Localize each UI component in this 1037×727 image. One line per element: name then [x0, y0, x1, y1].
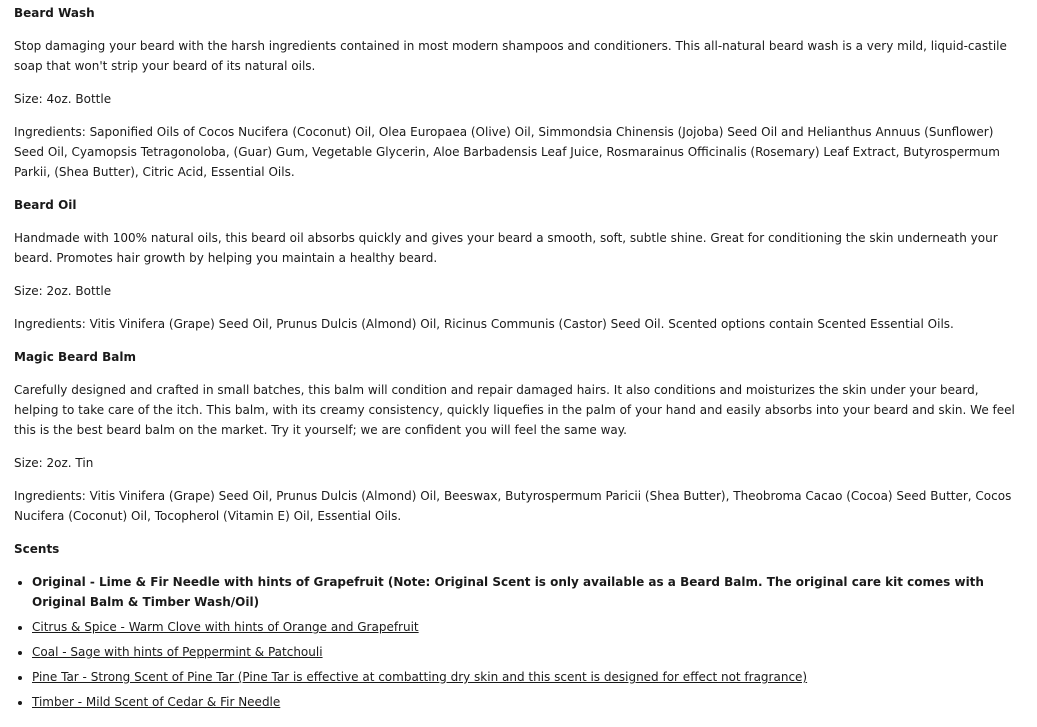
- scent-link-citrus-spice[interactable]: Citrus & Spice - Warm Clove with hints of Orange and Grapefruit: [32, 620, 419, 634]
- beard-wash-heading: Beard Wash: [14, 6, 95, 20]
- scent-item-original: [32, 572, 1022, 612]
- beard-oil-ingredients: Ingredients: Vitis Vinifera (Grape) Seed Oil, Prunus Dulcis (Almond) Oil, Ricinus Communis (Castor) Seed Oil. Scented options contain Scented Essential Oils.: [14, 317, 954, 331]
- scent-link-timber[interactable]: Timber - Mild Scent of Cedar & Fir Needle: [32, 695, 281, 709]
- scents-list: [14, 572, 1022, 712]
- scent-item-timber: [32, 692, 1022, 712]
- beard-wash-description: Stop damaging your beard with the harsh ingredients contained in most modern shampoos and conditioners. This all-natural beard wash is a very mild, liquid-castile soap that won't strip your beard of its natural oils.: [14, 39, 1007, 73]
- magic-beard-balm-size: Size: 2oz. Tin: [14, 456, 94, 470]
- beard-wash-size: Size: 4oz. Bottle: [14, 92, 112, 106]
- magic-beard-balm-ingredients: Ingredients: Vitis Vinifera (Grape) Seed Oil, Prunus Dulcis (Almond) Oil, Beeswax, Butyrospermum Paricii (Shea Butter), Theobroma Cacao (Cocoa) Seed Butter, Cocos Nucifera (Coconut) Oil, Tocopherol (Vitamin E) Oil, Essential Oils.: [14, 489, 1012, 523]
- beard-oil-size: Size: 2oz. Bottle: [14, 284, 112, 298]
- scent-item-coal: [32, 642, 1022, 662]
- magic-beard-balm-description: Carefully designed and crafted in small batches, this balm will condition and repair damaged hairs. It also conditions and moisturizes the skin under your beard, helping to take care of the itch. This balm, with its creamy consistency, quickly liquefies in the palm of your hand and easily absorbs into your beard and skin. We feel this is the best beard balm on the market. Try it yourself; we are confident you will feel the same way.: [14, 383, 1015, 437]
- beard-wash-ingredients: Ingredients: Saponified Oils of Cocos Nucifera (Coconut) Oil, Olea Europaea (Olive) Oil, Simmondsia Chinensis (Jojoba) Seed Oil and Helianthus Annuus (Sunflower) Seed Oil, Cyamopsis Tetragonoloba, (Guar) Gum, Vegetable Glycerin, Aloe Barbadensis Leaf Juice, Rosmarainus Officinalis (Rosemary) Leaf Extract, Butyrospermum Parkii, (Shea Butter), Citric Acid, Essential Oils.: [14, 125, 1000, 179]
- scent-link-pine-tar[interactable]: Pine Tar - Strong Scent of Pine Tar (Pine Tar is effective at combatting dry skin and this scent is designed for effect not fragrance): [32, 670, 808, 684]
- scent-item-pine-tar: [32, 667, 1022, 687]
- scents-heading: Scents: [14, 542, 60, 556]
- scent-link-coal[interactable]: Coal - Sage with hints of Peppermint & Patchouli: [32, 645, 323, 659]
- beard-oil-description: Handmade with 100% natural oils, this beard oil absorbs quickly and gives your beard a smooth, soft, subtle shine. Great for conditioning the skin underneath your beard. Promotes hair growth by helping you maintain a healthy beard.: [14, 231, 998, 265]
- product-description: [14, 0, 1022, 717]
- scent-original-text: Original - Lime & Fir Needle with hints of Grapefruit (Note: Original Scent is only available as a Beard Balm. The original care kit comes with Original Balm & Timber Wash/Oil): [32, 575, 984, 609]
- scent-item-citrus-spice: [32, 617, 1022, 637]
- beard-oil-heading: Beard Oil: [14, 198, 77, 212]
- magic-beard-balm-heading: Magic Beard Balm: [14, 350, 136, 364]
